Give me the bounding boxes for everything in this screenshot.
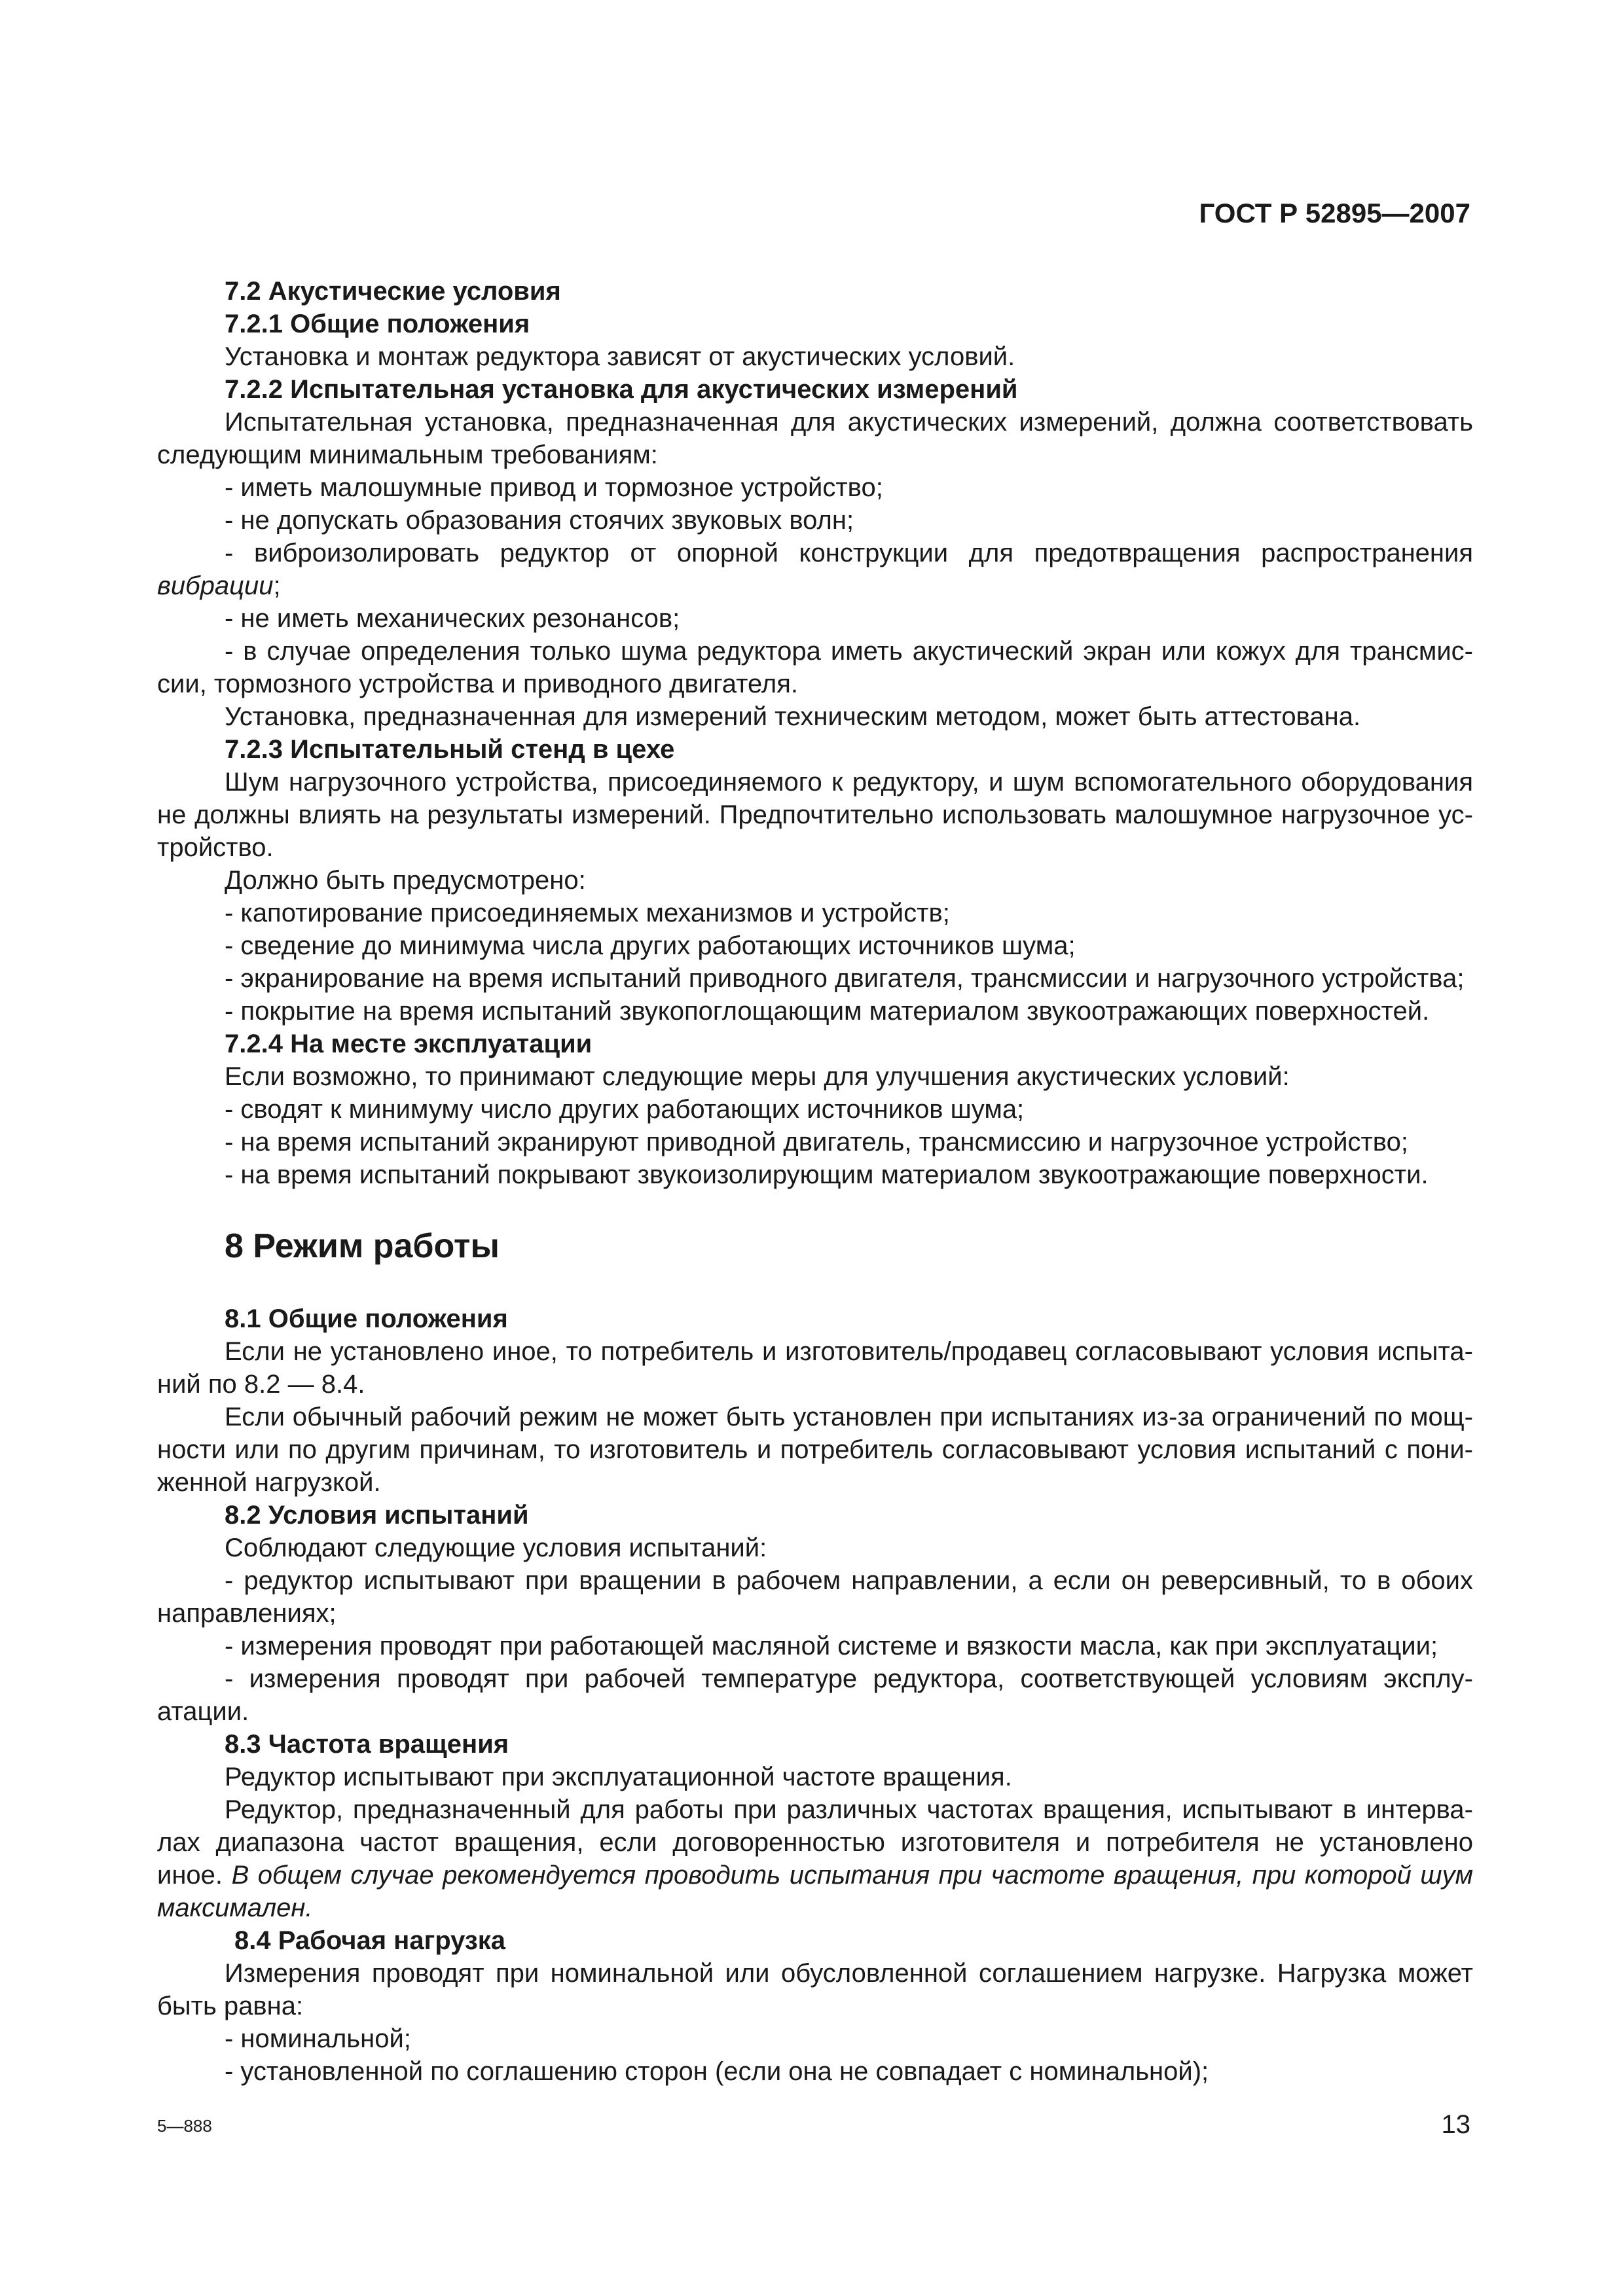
section-heading-8-2: 8.2 Условия испытаний [225,1501,529,1530]
paragraph-line: Если обычный рабочий режим не может быть установлен при испытаниях из-за ограничений по мощ- [225,1403,1473,1431]
list-item: - не иметь механических резонансов; [225,604,680,633]
subsection-heading-7-2-4: 7.2.4 На месте эксплуатации [225,1030,593,1058]
paragraph-line: Соблюдают следующие условия испытаний: [225,1534,767,1562]
list-item: - номинальной; [225,2024,411,2053]
section-heading-8-3: 8.3 Частота вращения [225,1730,509,1759]
subsection-heading-7-2-2: 7.2.2 Испытательная установка для акустических измерений [225,375,1018,404]
subsection-heading-7-2-1: 7.2.1 Общие положения [225,310,530,338]
paragraph-line: не должны влиять на результаты измерений. Предпочтительно использовать малошумное нагрузочное ус- [157,800,1473,829]
list-item: - измерения проводят при рабочей температуре редуктора, соответствующей условиям эксплу- [225,1664,1473,1693]
list-item: - в случае определения только шума редуктора иметь акустический экран или кожух для трансмис- [225,637,1473,666]
list-item-text: - виброизолировать редуктор от опорной конструкции для предотвращения распространения [225,539,1473,567]
document-header-id: ГОСТ Р 52895—2007 [1199,198,1470,228]
subsection-heading-7-2-3: 7.2.3 Испытательный стенд в цехе [225,735,675,764]
list-item-continuation [157,569,1473,602]
paragraph-line: ности или по другим причинам, то изготовитель и потребитель согласовывают условия испытаний с пони- [157,1435,1473,1464]
paragraph-line: лах диапазона частот вращения, если договоренностью изготовителя и потребителя не установлено [157,1828,1473,1857]
paragraph-line [157,1859,1473,1892]
paragraph-line: женной нагрузкой. [157,1468,381,1497]
paragraph-line: Редуктор, предназначенный для работы при различных частотах вращения, испытывают в интерва- [225,1795,1473,1824]
section-heading-8-4: 8.4 Рабочая нагрузка [234,1926,506,1955]
paragraph-line: ний по 8.2 — 8.4. [157,1370,365,1399]
paragraph-line: Измерения проводят при номинальной или обусловленной соглашением нагрузке. Нагрузка может [225,1959,1473,1988]
list-item: - сведение до минимума числа других работающих источников шума; [225,931,1076,960]
paragraph-line: быть равна: [157,1992,304,2020]
section-heading-8-1: 8.1 Общие положения [225,1304,508,1333]
list-item: - на время испытаний покрывают звукоизолирующим материалом звукоотражающие поверхности. [225,1160,1429,1189]
paragraph-line: тройство. [157,833,274,862]
section-heading-7-2: 7.2 Акустические условия [225,277,561,306]
paragraph-line: Установка и монтаж редуктора зависят от акустических условий. [225,342,1015,371]
list-item: - покрытие на время испытаний звукопоглощающим материалом звукоотражающих поверхностей. [225,997,1430,1026]
emphasis-text: вибрации [157,571,274,600]
list-item: - на время испытаний экранируют приводной двигатель, трансмиссию и нагрузочное устройство; [225,1128,1408,1157]
punctuation: ; [273,571,281,600]
list-item: - редуктор испытывают при вращении в рабочем направлении, а если он реверсивный, то в обоих [225,1566,1473,1595]
list-item-continuation: сии, тормозного устройства и приводного двигателя. [157,670,799,698]
list-item: - не допускать образования стоячих звуковых волн; [225,506,854,535]
plain-text: иное. [157,1861,232,1890]
list-item: - измерения проводят при работающей масляной системе и вязкости масла, как при эксплуатации; [225,1632,1438,1660]
list-item: - иметь малошумные привод и тормозное устройство; [225,473,883,502]
paragraph-line: Шум нагрузочного устройства, присоединяемого к редуктору, и шум вспомогательного оборудования [225,768,1473,797]
list-item: - экранирование на время испытаний приводного двигателя, трансмиссии и нагрузочного устройства; [225,964,1465,993]
list-item: - капотирование присоединяемых механизмов и устройств; [225,899,950,927]
page-number: 13 [1441,2110,1470,2139]
paragraph-line: Испытательная установка, предназначенная для акустических измерений, должна соответствовать [225,408,1473,437]
sheet-code: 5—888 [157,2116,212,2136]
paragraph-line: Установка, предназначенная для измерений техническим методом, может быть аттестована. [225,702,1361,731]
list-item: - сводят к минимуму число других работающих источников шума; [225,1095,1025,1124]
list-item-continuation: направлениях; [157,1599,337,1628]
paragraph-line: Должно быть предусмотрено: [225,866,586,895]
list-item-continuation: атации. [157,1697,249,1726]
list-item: - установленной по соглашению сторон (если она не совпадает с номинальной); [225,2057,1209,2086]
paragraph-line: Редуктор испытывают при эксплуатационной частоте вращения. [225,1763,1012,1791]
emphasis-text: В общем случае рекомендуется проводить испытания при частоте вращения, при которой шум [231,1861,1473,1890]
list-item [225,537,1473,569]
paragraph-line: следующим минимальным требованиям: [157,440,658,469]
paragraph-line: Если возможно, то принимают следующие меры для улучшения акустических условий: [225,1062,1290,1091]
chapter-heading-8: 8 Режим работы [225,1227,500,1265]
emphasis-text: максимален. [157,1893,313,1922]
paragraph-line: Если не установлено иное, то потребитель и изготовитель/продавец согласовывают условия испыта- [225,1337,1473,1366]
